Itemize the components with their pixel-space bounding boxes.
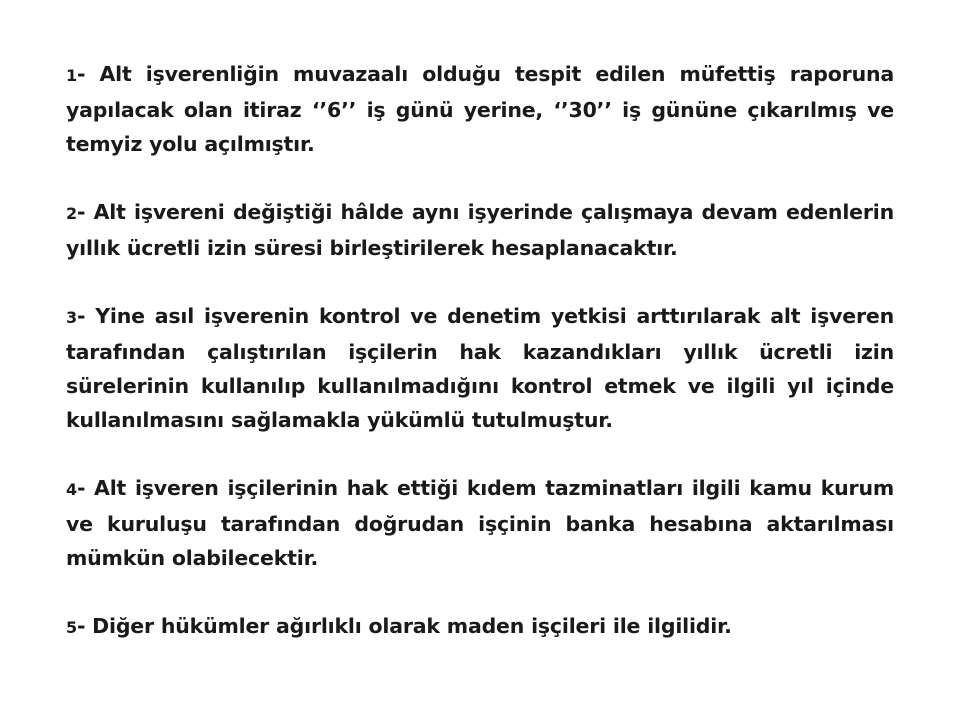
item-number: 1 [66, 66, 77, 85]
item-text: - Diğer hükümler ağırlıklı olarak maden işçileri ile ilgilidir. [76, 614, 732, 638]
list-item-4 [66, 471, 894, 575]
list-item-1 [66, 57, 894, 161]
item-text: - Yine asıl işverenin kontrol ve denetim yetkisi arttırılarak alt işveren tarafından çalıştırılan işçilerin hak kazandıkları yıllık ücretli izin sürelerinin kullanılıp kullanılmadığını kontrol etmek ve ilgili yıl içinde kullanılmasını sağlamakla yükümlü tutulmuştur. [66, 304, 894, 432]
item-text: - Alt işverenliğin muvazaalı olduğu tespit edilen müfettiş raporuna yapılacak olan itiraz ‘’6’’ iş günü yerine, ‘’30’’ iş gününe çıkarılmış ve temyiz yolu açılmıştır. [66, 62, 894, 156]
list-item-5 [66, 609, 894, 645]
item-number: 2 [66, 204, 77, 223]
item-text: - Alt işveren işçilerinin hak ettiği kıdem tazminatları ilgili kamu kurum ve kuruluşu tarafından doğrudan işçinin banka hesabına aktarılması mümkün olabilecektir. [66, 476, 894, 570]
item-number: 5 [66, 618, 77, 637]
slide-body [66, 57, 894, 645]
item-number: 3 [66, 308, 77, 327]
item-number: 4 [66, 480, 77, 499]
list-item-2 [66, 195, 894, 265]
list-item-3 [66, 299, 894, 437]
item-text: - Alt işvereni değiştiği hâlde aynı işyerinde çalışmaya devam edenlerin yıllık ücretli izin süresi birleştirilerek hesaplanacaktır. [66, 200, 894, 260]
